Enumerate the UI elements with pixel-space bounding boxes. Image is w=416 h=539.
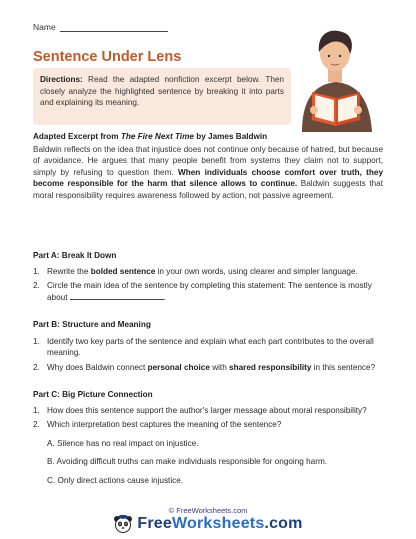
question-text: Circle the main idea of the sentence by completing this statement: The sentence is mostly about bbox=[47, 281, 372, 302]
question-number: 2. bbox=[33, 362, 40, 372]
question-item: 2. Circle the main idea of the sentence by completing this statement: The sentence is mostly about . bbox=[33, 281, 372, 302]
question-item bbox=[33, 336, 383, 359]
brand-part: Free bbox=[137, 515, 173, 532]
question-text: How does this sentence support the author's larger message about moral responsibility? bbox=[47, 406, 367, 415]
part-b-title: Part B: Structure and Meaning bbox=[33, 320, 151, 329]
question-number: 1. bbox=[33, 337, 40, 346]
question-number: 1. bbox=[33, 406, 40, 415]
question-text: with bbox=[209, 362, 230, 372]
name-label: Name bbox=[33, 22, 56, 32]
part-a-questions bbox=[33, 266, 383, 306]
question-bold: bolded sentence bbox=[90, 267, 156, 276]
part-b-questions bbox=[33, 336, 383, 376]
answer-blank[interactable] bbox=[70, 292, 164, 300]
question-number: 2. bbox=[33, 420, 40, 430]
excerpt-title bbox=[33, 131, 383, 142]
answer-choices bbox=[47, 438, 383, 486]
question-item bbox=[33, 266, 383, 277]
excerpt-text bbox=[33, 144, 383, 201]
name-field-line[interactable] bbox=[60, 23, 168, 32]
question-number: 1. bbox=[33, 267, 40, 276]
part-c-title: Part C: Big Picture Connection bbox=[33, 390, 153, 399]
question-text: Which interpretation best captures the meaning of the sentence? bbox=[47, 420, 282, 430]
part-c-questions bbox=[33, 405, 383, 489]
footer-url[interactable]: © FreeWorksheets.com bbox=[168, 506, 248, 515]
brand-part: Worksheets bbox=[172, 515, 265, 532]
worksheet-title: Sentence Under Lens bbox=[33, 49, 182, 65]
question-text: in your own words, using clearer and simpler language. bbox=[155, 267, 358, 276]
footer-logo bbox=[0, 515, 416, 533]
excerpt-title-work: The Fire Next Time bbox=[120, 132, 194, 141]
question-text: in this sentence? bbox=[311, 362, 376, 372]
question-text: Why does Baldwin connect bbox=[47, 362, 148, 372]
name-row bbox=[33, 22, 168, 32]
reading-person-illustration bbox=[284, 14, 380, 134]
panda-icon bbox=[113, 515, 133, 533]
excerpt-title-prefix: Adapted Excerpt from bbox=[33, 132, 121, 141]
part-a-title: Part A: Break It Down bbox=[33, 251, 117, 260]
brand-name[interactable] bbox=[137, 515, 302, 533]
excerpt-text-after: Baldwin suggests that moral responsibility requires awareness followed by action, not passive agreement. bbox=[33, 179, 383, 200]
question-text: Rewrite the bbox=[47, 267, 91, 276]
choice-a[interactable]: A. Silence has no real impact on injustice. bbox=[47, 438, 199, 448]
highlighted-sentence: When individuals choose comfort over truth, they become responsible for the harm that silence allows to continue. bbox=[33, 167, 383, 189]
excerpt-text-before: Baldwin reflects on the idea that injustice does not continue only because of hatred, but because of avoidance. He argues that many people benefit from systems they claim not to support, simply by refusing to question them. bbox=[33, 145, 383, 177]
question-number: 2. bbox=[33, 281, 40, 291]
directions-label: Directions: bbox=[40, 75, 83, 84]
question-item bbox=[33, 419, 383, 486]
choice-b[interactable]: B. Avoiding difficult truths can make individuals responsible for ongoing harm. bbox=[47, 457, 328, 467]
question-bold: personal choice bbox=[147, 362, 210, 372]
excerpt-title-suffix: by James Baldwin bbox=[193, 132, 268, 141]
brand-part: .com bbox=[264, 515, 303, 532]
choice-c[interactable]: C. Only direct actions cause injustice. bbox=[47, 475, 184, 485]
directions-text: Read the adapted nonfiction excerpt below. Then closely analyze the highlighted sentence by breaking it into parts and explaining its meaning. bbox=[40, 75, 284, 107]
question-bold: shared responsibility bbox=[229, 362, 312, 372]
directions-box bbox=[33, 68, 291, 125]
question-item bbox=[33, 405, 383, 416]
question-text: Identify two key parts of the sentence and explain what each part contributes to the overall meaning. bbox=[47, 337, 374, 358]
question-item bbox=[33, 362, 383, 373]
